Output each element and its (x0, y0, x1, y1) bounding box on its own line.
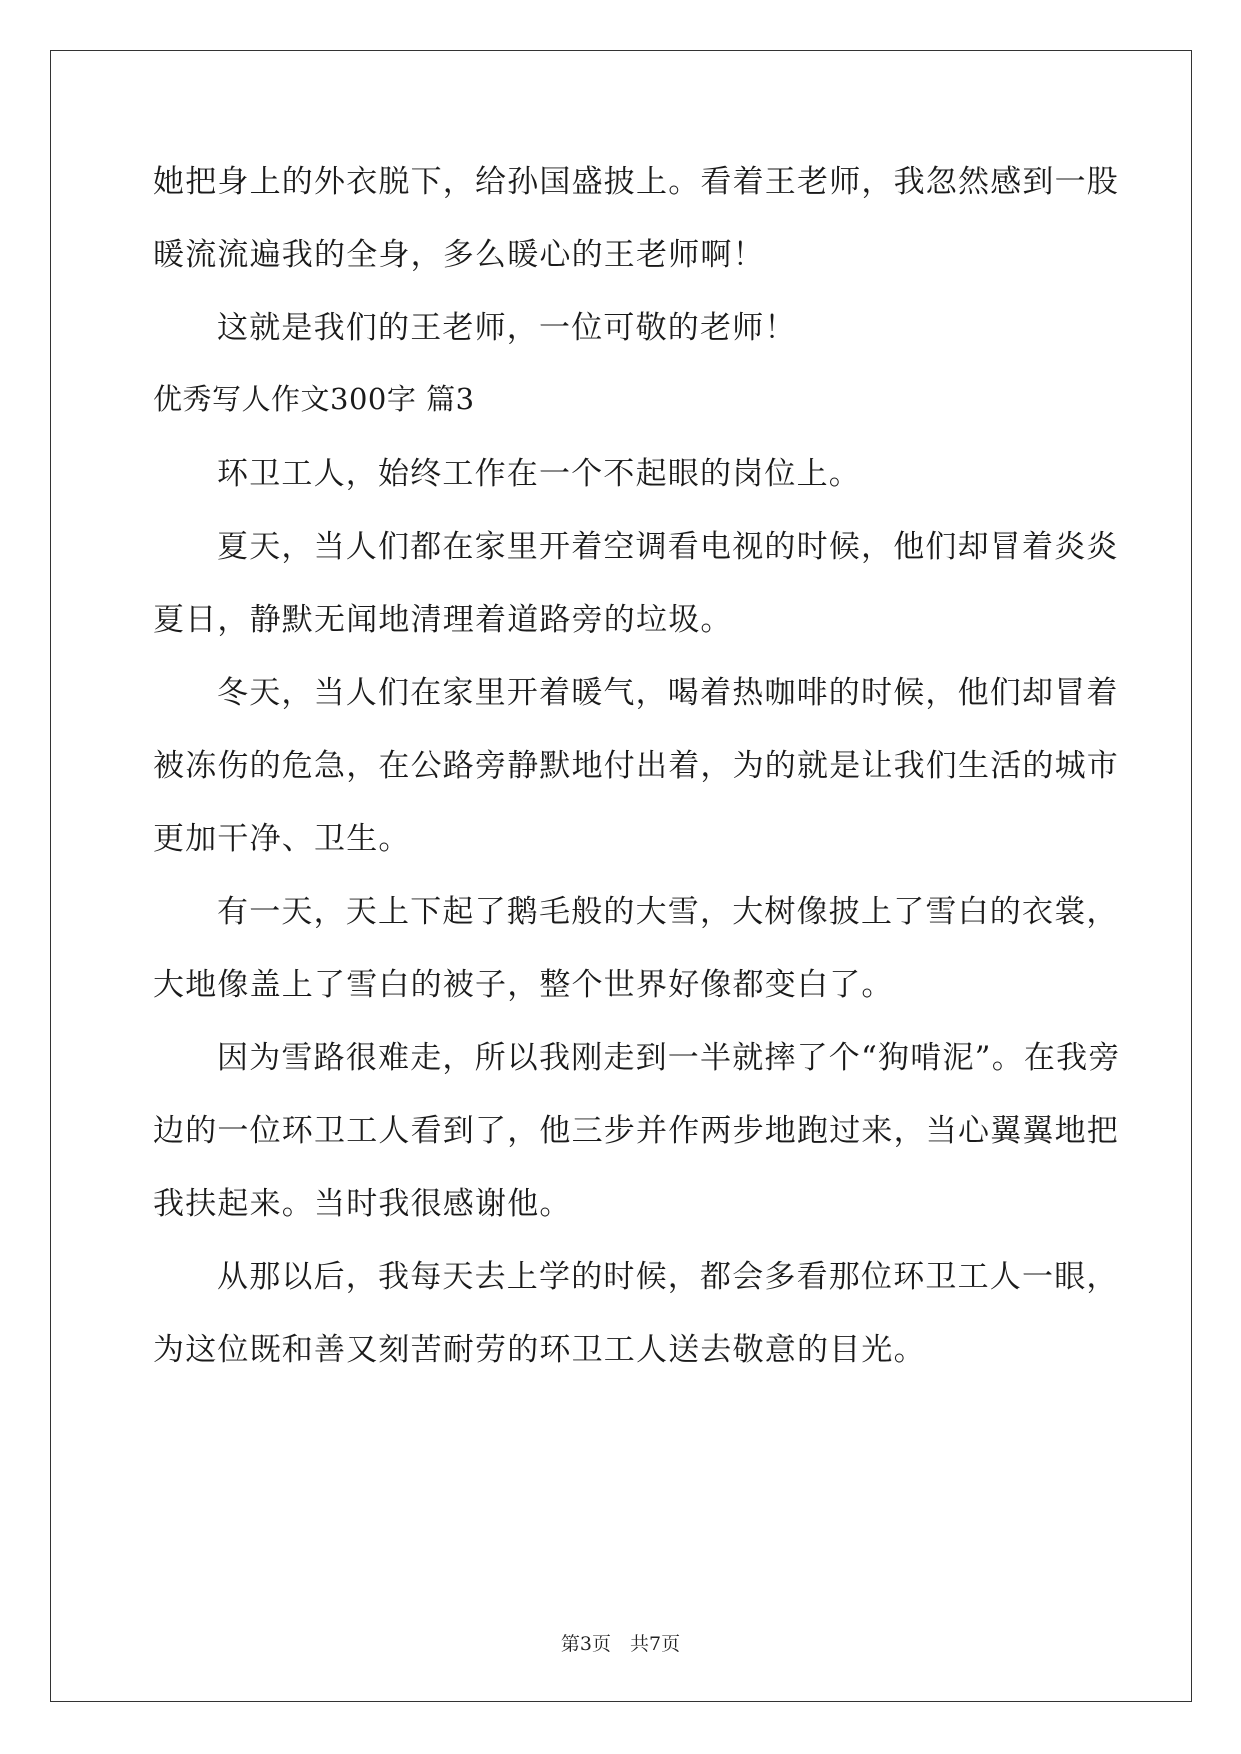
paragraph-winter-line-2: 被冻伤的危急，在公路旁静默地付出着，为的就是让我们生活的城市 (153, 748, 1119, 784)
paragraph-ending-line-2: 为这位既和善又刻苦耐劳的环卫工人送去敬意的目光。 (153, 1332, 926, 1368)
paragraph-snow-line-2: 大地像盖上了雪白的被子，整个世界好像都变白了。 (153, 967, 894, 1003)
paragraph-fall-line-2: 边的一位环卫工人看到了，他三步并作两步地跑过来，当心翼翼地把 (153, 1113, 1119, 1149)
paragraph-winter-line-1: 冬天，当人们在家里开着暖气，喝着热咖啡的时候，他们却冒着 (217, 675, 1119, 711)
paragraph-winter-line-3: 更加干净、卫生。 (153, 821, 411, 857)
paragraph-intro: 环卫工人，始终工作在一个不起眼的岗位上。 (217, 456, 861, 492)
text-line-1: 她把身上的外衣脱下，给孙国盛披上。看着王老师，我忽然感到一股 (153, 164, 1119, 200)
paragraph-ending-line-1: 从那以后，我每天去上学的时候，都会多看那位环卫工人一眼， (217, 1259, 1119, 1295)
page-number-footer: 第3页 共7页 (560, 1633, 681, 1655)
page-border (50, 50, 1192, 1702)
section-heading: 优秀写人作文300字 篇3 (153, 382, 475, 416)
paragraph-summer-line-1: 夏天，当人们都在家里开着空调看电视的时候，他们却冒着炎炎 (217, 529, 1119, 565)
paragraph-snow-line-1: 有一天，天上下起了鹅毛般的大雪，大树像披上了雪白的衣裳， (217, 894, 1119, 930)
paragraph-fall-line-3: 我扶起来。当时我很感谢他。 (153, 1186, 572, 1222)
text-line-2: 暖流流遍我的全身，多么暖心的王老师啊！ (153, 237, 765, 273)
paragraph-closing: 这就是我们的王老师，一位可敬的老师！ (217, 310, 797, 346)
paragraph-summer-line-2: 夏日，静默无闻地清理着道路旁的垃圾。 (153, 602, 733, 638)
paragraph-fall-line-1: 因为雪路很难走，所以我刚走到一半就摔了个“狗啃泥”。在我旁 (217, 1040, 1121, 1076)
